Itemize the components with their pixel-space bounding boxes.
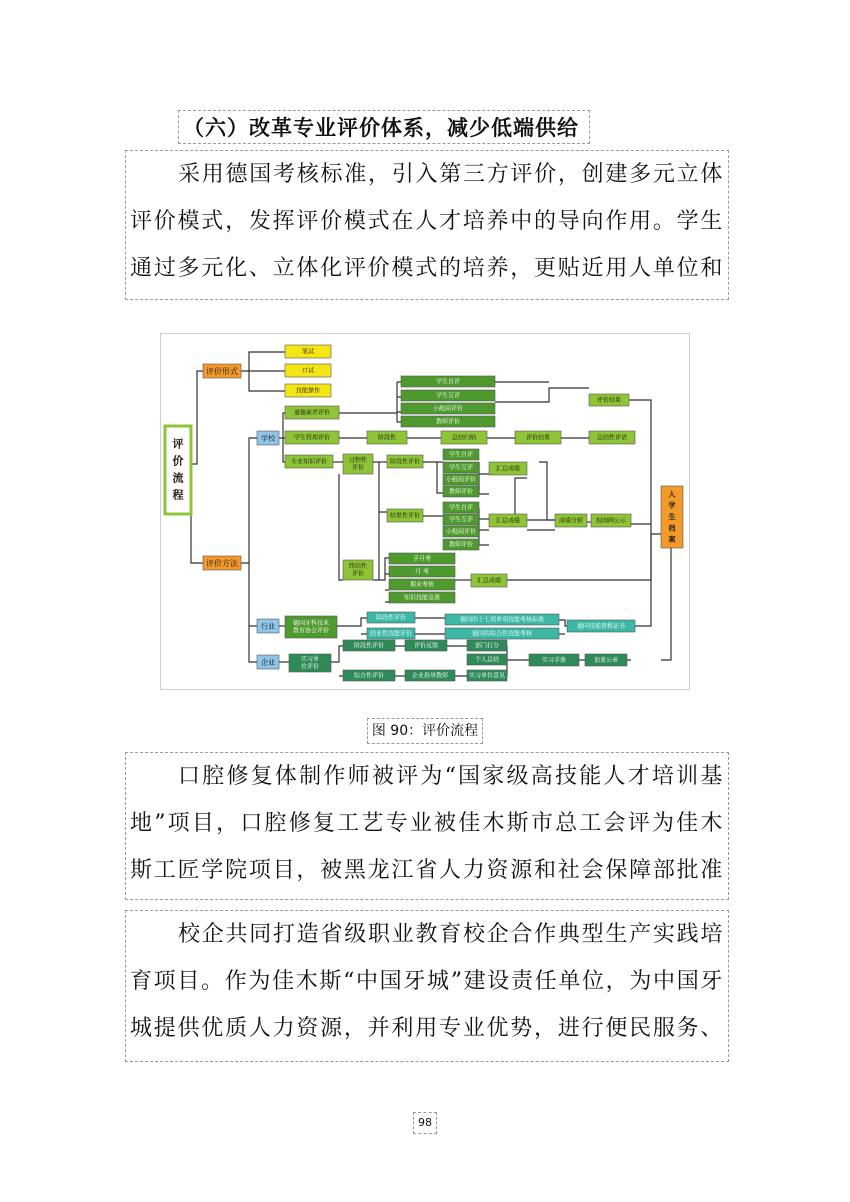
node-label-char: 学 xyxy=(668,501,676,510)
node-label: 学生互评 xyxy=(448,516,474,524)
node-label: 月 考 xyxy=(415,568,429,576)
node-label: 汇总成绩 xyxy=(495,517,521,525)
node-label-char: 档 xyxy=(668,524,676,533)
node-label: 学生互评 xyxy=(435,392,461,400)
node-label-line: 评价 xyxy=(351,570,365,578)
node-label: 结果性评价 xyxy=(389,512,421,520)
node-xuesheng-guanli xyxy=(285,431,339,444)
node-hangye xyxy=(257,619,279,633)
node-label: 成绩分析 xyxy=(558,517,584,525)
node-huizong-2 xyxy=(489,514,527,527)
node-label: 学生管理评价 xyxy=(293,434,331,442)
node-label-line: 过程性 xyxy=(348,457,368,465)
node-label: 行业 xyxy=(261,622,275,631)
node-label: 评价方法 xyxy=(206,559,238,568)
node-mutual-2 xyxy=(443,462,479,473)
node-label: 评价结果 xyxy=(525,434,551,442)
node-label: 结业性技能评价 xyxy=(369,630,413,638)
node-label-char: 程 xyxy=(172,488,184,502)
node-deguo-xiehui xyxy=(285,616,337,638)
node-label: 阶段性 xyxy=(377,434,397,442)
node-label: 总结性评语 xyxy=(596,434,628,442)
node-group-2 xyxy=(443,474,479,485)
node-label: 实习单位意见 xyxy=(468,672,506,680)
node-label: 汇总成绩 xyxy=(476,577,502,585)
node-q-fankui xyxy=(405,640,447,651)
node-label: 企业 xyxy=(261,658,275,667)
node-q-yijian xyxy=(467,670,507,681)
node-label-char: 入 xyxy=(668,490,676,499)
node-mutual-1 xyxy=(401,390,495,401)
evaluation-flow-diagram xyxy=(160,333,690,690)
node-label: 道德素养评价 xyxy=(293,409,331,417)
node-bishi xyxy=(285,345,331,358)
node-label: 期末考核 xyxy=(409,581,435,589)
page-number: 98 xyxy=(413,1112,437,1134)
node-label: 德国的十七项单项技能考核标准 xyxy=(459,616,545,624)
node-xuexiao xyxy=(257,431,279,445)
node-label: 总结归纳 xyxy=(451,434,477,442)
node-label: 教师评价 xyxy=(435,418,461,426)
node-q-bumen xyxy=(467,640,507,651)
node-daode-suyang xyxy=(285,406,339,419)
node-h-zonghe xyxy=(445,628,559,639)
node-label-line: 评价 xyxy=(351,464,365,472)
node-zongjie-guina xyxy=(441,431,487,444)
node-label: 加盖公章 xyxy=(593,657,619,664)
node-label: 阶段性评价 xyxy=(389,458,421,466)
node-label: 学生互评 xyxy=(448,464,474,472)
node-label: 德国技能资格证书 xyxy=(576,623,626,630)
node-teacher-1 xyxy=(401,416,495,427)
node-label: 实习手册 xyxy=(541,657,567,664)
node-chengji-fenxi xyxy=(555,514,587,527)
node-q-jieduan xyxy=(343,640,395,651)
node-label-line: 位评价 xyxy=(300,663,320,671)
node-guochengxing xyxy=(343,454,373,474)
node-zhuanye-zhishi xyxy=(285,455,333,468)
node-label: 德国的综合性技能考核 xyxy=(471,630,533,638)
node-label-line: 实习单 xyxy=(300,656,320,664)
node-zhongjiexing xyxy=(343,560,373,580)
node-label: 部门打分 xyxy=(474,642,500,650)
node-h-jieye xyxy=(367,628,415,639)
node-label-char: 流 xyxy=(172,471,184,485)
node-huizong-1 xyxy=(489,462,527,475)
node-label: 学生自评 xyxy=(435,378,461,386)
node-label: 学生自评 xyxy=(448,504,474,512)
figure-caption: 图 90：评价流程 xyxy=(367,718,483,744)
paragraph-3: 校企共同打造省级职业教育校企合作典型生产实践培育项目。作为佳木斯“中国牙城”建设责任单位，为中国牙城提供优质人力资源，并利用专业优势，进行便民服务、 xyxy=(125,910,729,1062)
node-label: 教师评价 xyxy=(448,488,474,496)
node-label: 学校 xyxy=(261,434,275,443)
node-label: 小组间评价 xyxy=(445,476,477,484)
node-self-2 xyxy=(443,449,479,460)
node-qiye xyxy=(257,655,279,669)
node-group-3 xyxy=(443,526,479,537)
node-shixi-danwei xyxy=(289,654,331,672)
node-koushi xyxy=(285,364,331,377)
node-label: 技能操作 xyxy=(295,387,321,395)
node-label: 阶段性评价 xyxy=(353,642,385,650)
node-label-char: 评 xyxy=(172,437,184,451)
node-q-geren xyxy=(467,654,507,665)
node-label: 小组间评价 xyxy=(432,405,464,413)
flow-svg xyxy=(161,334,689,689)
node-label: 学生自评 xyxy=(448,451,474,459)
node-pingjia-jieguo-1 xyxy=(589,394,629,406)
node-label: 阶段性评价 xyxy=(375,614,407,622)
node-label: 校园网公示 xyxy=(595,517,627,525)
node-label-char: 生 xyxy=(668,513,676,521)
node-q-shixi-shouce xyxy=(529,654,579,666)
paragraph-1: 采用德国考核标准，引入第三方评价，创建多元立体评价模式，发挥评价模式在人才培养中的导向作用。学生通过多元化、立体化评价模式的培养，更贴近用人单位和 xyxy=(125,150,729,300)
node-jieguoxing xyxy=(387,509,423,522)
node-label: 笔试 xyxy=(301,348,315,356)
node-group-1 xyxy=(401,403,495,414)
node-label-char: 价 xyxy=(172,454,184,468)
node-pingjia-jieguo-2 xyxy=(515,431,561,444)
node-shouyue xyxy=(389,553,455,564)
node-self-1 xyxy=(401,376,495,387)
node-label: 评价反馈 xyxy=(413,642,439,650)
node-label-char: 案 xyxy=(668,535,676,544)
node-q-zhidao xyxy=(405,670,455,681)
node-label: 手月考 xyxy=(412,555,432,563)
node-h-17 xyxy=(445,614,559,625)
node-teacher-2 xyxy=(443,486,479,497)
node-h-jieduan xyxy=(367,612,415,623)
node-label-line: 终结性 xyxy=(348,563,368,571)
node-label: 个人总结 xyxy=(474,656,500,664)
node-label: 综合性评价 xyxy=(353,672,385,680)
node-xiaoyuan-gongshi xyxy=(591,514,631,527)
node-q-zonghe xyxy=(343,670,395,681)
node-huizong-3 xyxy=(471,574,507,587)
node-jineng-caozuo xyxy=(285,384,331,397)
node-label: 口试 xyxy=(301,367,315,375)
node-pingjia-fangfa xyxy=(203,556,241,570)
node-q-gaizhang xyxy=(585,654,627,666)
node-zongjiexing-pingyu xyxy=(589,431,635,444)
node-teacher-3 xyxy=(443,539,479,550)
node-label: 教师评价 xyxy=(448,541,474,549)
node-label: 企业指导教师 xyxy=(411,672,449,680)
node-zhishi-jineng xyxy=(389,592,455,603)
paragraph-2: 口腔修复体制作师被评为“国家级高技能人才培训基地”项目，口腔修复工艺专业被佳木斯市总工会评为佳木斯工匠学院项目，被黑龙江省人力资源和社会保障部批准 xyxy=(125,752,729,900)
node-h-zigezheng xyxy=(567,620,635,632)
section-heading: （六）改革专业评价体系，减少低端供给 xyxy=(178,110,590,144)
node-label-line: 德国牙科技术 xyxy=(292,620,330,628)
node-qimo xyxy=(389,579,455,590)
node-self-3 xyxy=(443,502,479,513)
node-yuekao xyxy=(389,566,455,577)
node-jieduanxing-1 xyxy=(367,431,407,444)
node-label: 评价结果 xyxy=(596,397,622,404)
node-label: 汇总成绩 xyxy=(495,465,521,473)
node-label-line: 教育协会评价 xyxy=(292,627,330,635)
node-label: 评价形式 xyxy=(206,367,238,376)
node-label: 小组间评价 xyxy=(445,528,477,536)
node-pingjia-xingshi xyxy=(203,364,241,378)
node-root xyxy=(165,426,191,514)
node-mutual-3 xyxy=(443,514,479,525)
node-label: 专业知识评价 xyxy=(290,458,328,466)
node-jieduanxing-pingjia xyxy=(387,455,423,468)
node-label: 知识技能竞赛 xyxy=(403,594,441,602)
node-ruxue-dangan xyxy=(661,486,683,548)
